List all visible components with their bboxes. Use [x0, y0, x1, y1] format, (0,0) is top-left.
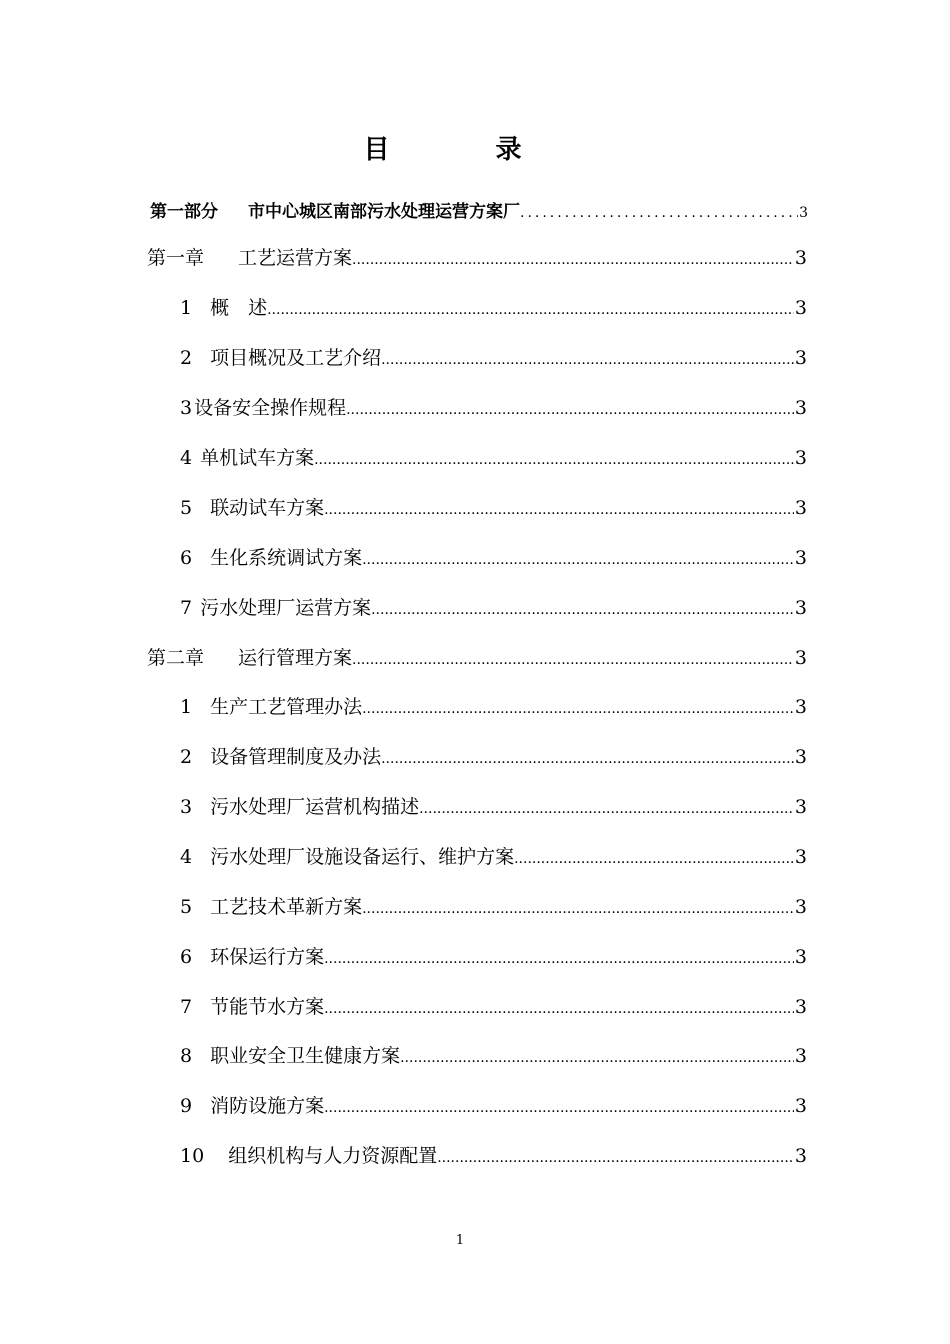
dot-leader: [324, 1093, 794, 1121]
toc-section-entry[interactable]: [180, 942, 807, 972]
dot-leader: [324, 944, 794, 972]
toc-entry-label: [180, 892, 362, 922]
toc-entry-number: 2: [180, 347, 193, 369]
toc-section-entry[interactable]: [180, 393, 807, 423]
toc-entry-label: [180, 593, 371, 623]
toc-entry-label: [180, 393, 346, 423]
dot-leader: [371, 595, 794, 623]
dot-leader: [400, 1043, 794, 1071]
toc-entry-number: 2: [180, 746, 193, 768]
toc-entry-text: 环保运行方案: [210, 946, 325, 968]
toc-page-number: 3: [799, 205, 808, 221]
toc-chapter-entry[interactable]: [147, 243, 807, 273]
toc-page-number: 3: [794, 946, 807, 968]
dot-leader: [381, 345, 794, 373]
toc-entry-number: 第二章: [147, 647, 205, 669]
toc-page-number: 3: [794, 497, 807, 519]
toc-entry-text: 单机试车方案: [200, 447, 315, 469]
toc-entry-text: 项目概况及工艺介绍: [210, 347, 382, 369]
toc-page-number: 3: [794, 647, 807, 669]
dot-leader: [324, 994, 794, 1022]
toc-entry-text: 运行管理方案: [238, 647, 353, 669]
toc-entry-label: [147, 643, 352, 673]
toc-entry-text: 节能节水方案: [210, 996, 325, 1018]
toc-section-entry[interactable]: [180, 493, 807, 523]
toc-section-entry[interactable]: [180, 792, 807, 822]
dot-leader: [352, 245, 794, 273]
toc-section-entry[interactable]: [180, 293, 807, 323]
toc-title: 目 录: [363, 135, 562, 165]
toc-page-number: 3: [794, 597, 807, 619]
toc-entry-text: 概 述: [210, 297, 268, 319]
toc-page-number: 3: [794, 696, 807, 718]
toc-page-number: 3: [794, 1095, 807, 1117]
toc-entry-text: 生产工艺管理办法: [210, 696, 363, 718]
toc-entry-text: 消防设施方案: [210, 1095, 325, 1117]
toc-section-entry[interactable]: [180, 842, 807, 872]
toc-section-entry[interactable]: [180, 992, 807, 1022]
toc-entry-number: 1: [180, 696, 193, 718]
toc-entry-text: 污水处理厂运营机构描述: [210, 796, 420, 818]
toc-part-text: 市中心城区南部污水处理运营方案厂: [248, 202, 520, 222]
toc-entry-label: [180, 742, 381, 772]
toc-entry-text: 污水处理厂设施设备运行、维护方案: [210, 846, 515, 868]
toc-entry-number: 5: [180, 497, 193, 519]
toc-section-entry[interactable]: [180, 593, 807, 623]
toc-entry-number: 9: [180, 1095, 193, 1117]
toc-entry-label: [180, 293, 267, 323]
toc-entry-label: [180, 792, 419, 822]
toc-section-entry[interactable]: [180, 1041, 807, 1071]
toc-entry-text: 设备管理制度及办法: [210, 746, 382, 768]
toc-page-number: 3: [794, 247, 807, 269]
toc-entry-label: [180, 992, 324, 1022]
toc-section-entry[interactable]: [180, 343, 807, 373]
toc-page-number: 3: [794, 297, 807, 319]
toc-entry-label: [180, 1091, 324, 1121]
toc-page-number: 3: [794, 996, 807, 1018]
toc-section-entry[interactable]: [180, 1091, 807, 1121]
page-number: 1: [455, 1233, 465, 1248]
toc-entry-label: [180, 543, 362, 573]
toc-page-number: 3: [794, 397, 807, 419]
toc-entry-number: 5: [180, 896, 193, 918]
toc-part-entry[interactable]: [150, 197, 808, 227]
toc-entry-number: 4: [180, 447, 193, 469]
toc-entry-text: 设备安全操作规程: [194, 397, 347, 419]
toc-entry-label: [180, 343, 381, 373]
toc-entry-label: [180, 493, 324, 523]
toc-entry-number: 1: [180, 297, 193, 319]
toc-entry-label: [180, 942, 324, 972]
toc-page-number: 3: [794, 447, 807, 469]
dot-leader: [362, 545, 794, 573]
dot-leader: [346, 395, 794, 423]
toc-entry-text: 工艺技术革新方案: [210, 896, 363, 918]
toc-entry-text: 污水处理厂运营方案: [200, 597, 372, 619]
dot-leader: [352, 645, 794, 673]
toc-section-entry[interactable]: [180, 543, 807, 573]
toc-section-entry[interactable]: [180, 1141, 807, 1171]
toc-entry-label: [180, 842, 514, 872]
toc-entry-number: 4: [180, 846, 193, 868]
dot-leader: [419, 794, 794, 822]
toc-entry-text: 工艺运营方案: [238, 247, 353, 269]
toc-page-number: 3: [794, 347, 807, 369]
toc-entry-number: 第一章: [147, 247, 205, 269]
toc-section-entry[interactable]: [180, 692, 807, 722]
toc-entry-label: [180, 1141, 437, 1171]
toc-chapter-entry[interactable]: [147, 643, 807, 673]
toc-page-number: 3: [794, 796, 807, 818]
toc-entry-number: 7: [180, 996, 193, 1018]
dot-leader: [514, 844, 794, 872]
toc-entry-number: 7: [180, 597, 193, 619]
toc-section-entry[interactable]: [180, 892, 807, 922]
dot-leader: [520, 198, 798, 227]
toc-page-number: 3: [794, 846, 807, 868]
toc-entry-label: [150, 197, 520, 227]
toc-entry-label: [180, 443, 314, 473]
toc-entry-label: [147, 243, 352, 273]
dot-leader: [267, 295, 794, 323]
toc-page-number: 3: [794, 1145, 807, 1167]
toc-entry-number: 3: [180, 796, 193, 818]
dot-leader: [437, 1143, 794, 1171]
toc-entry-text: 职业安全卫生健康方案: [210, 1045, 401, 1067]
toc-section-entry[interactable]: [180, 742, 807, 772]
dot-leader: [314, 445, 794, 473]
toc-entry-text: 生化系统调试方案: [210, 547, 363, 569]
toc-entry-label: [180, 1041, 400, 1071]
toc-entry-number: 6: [180, 946, 193, 968]
toc-page-number: 3: [794, 1045, 807, 1067]
toc-page-number: 3: [794, 896, 807, 918]
toc-section-entry[interactable]: [180, 443, 807, 473]
toc-page-number: 3: [794, 547, 807, 569]
toc-entry-label: [180, 692, 362, 722]
dot-leader: [362, 694, 794, 722]
dot-leader: [362, 894, 794, 922]
toc-entry-number: 3: [180, 397, 193, 419]
toc-entry-number: 6: [180, 547, 193, 569]
toc-entry-text: 组织机构与人力资源配置: [228, 1145, 438, 1167]
dot-leader: [381, 744, 794, 772]
toc-part-number: 第一部分: [150, 202, 218, 222]
toc-page-number: 3: [794, 746, 807, 768]
toc-entry-text: 联动试车方案: [210, 497, 325, 519]
toc-entry-number: 10: [180, 1145, 205, 1167]
toc-entry-number: 8: [180, 1045, 193, 1067]
dot-leader: [324, 495, 794, 523]
